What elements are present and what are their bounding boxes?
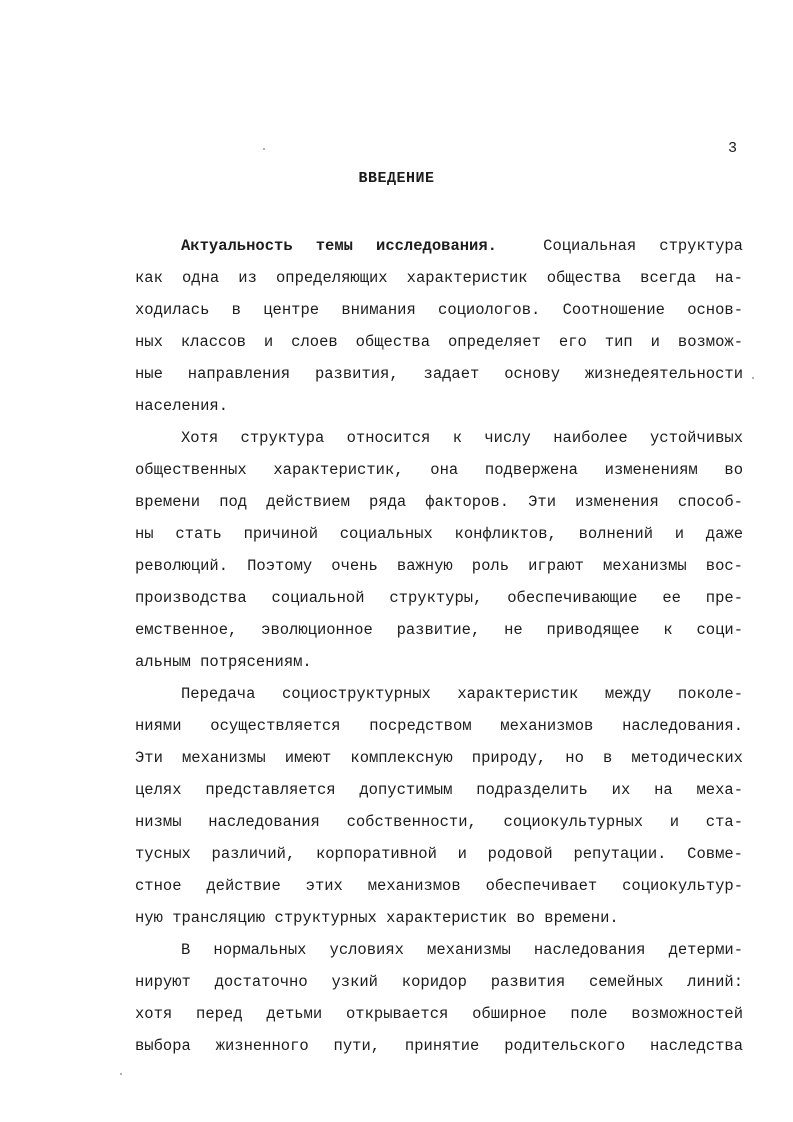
paragraph-line: производства социальной структуры, обеспечивающие ее пре- xyxy=(135,589,743,607)
paragraph-line: емственное, эволюционное развитие, не приводящее к соци- xyxy=(135,621,743,639)
paragraph-line: ниями осуществляется посредством механизмов наследования. xyxy=(135,717,743,735)
page-number: 3 xyxy=(728,140,738,157)
paragraph-line: ную трансляцию структурных характеристик во времени. xyxy=(135,909,619,927)
paragraph-line: ные направления развития, задает основу жизнедеятельности xyxy=(135,365,743,383)
paragraph-line: тусных различий, корпоративной и родовой репутации. Совме- xyxy=(135,845,743,863)
paragraph-line: ходилась в центре внимания социологов. Соотношение основ- xyxy=(135,301,743,319)
scan-speck xyxy=(263,148,265,150)
paragraph-lead-bold: Актуальность темы исследования. xyxy=(181,237,497,255)
paragraph-line: выбора жизненного пути, принятие родительского наследства xyxy=(135,1037,743,1055)
paragraph-line: революций. Поэтому очень важную роль играют механизмы вос- xyxy=(135,557,743,575)
paragraph-line: как одна из определяющих характеристик общества всегда на- xyxy=(135,269,743,287)
paragraph-line: низмы наследования собственности, социокультурных и ста- xyxy=(135,813,743,831)
paragraph-line: общественных характеристик, она подвержена изменениям во xyxy=(135,461,743,479)
paragraph-line: нируют достаточно узкий коридор развития семейных линий: xyxy=(135,973,743,991)
paragraph-line: альным потрясениям. xyxy=(135,653,312,671)
paragraph-line-text: Социальная структура xyxy=(543,237,743,255)
paragraph-line: В нормальных условиях механизмы наследования детерми- xyxy=(181,941,743,959)
paragraph-line: стное действие этих механизмов обеспечивает социокультур- xyxy=(135,877,743,895)
scan-speck xyxy=(120,1073,122,1075)
paragraph-line: Эти механизмы имеют комплексную природу, но в методических xyxy=(135,749,743,767)
paragraph-line: Передача социоструктурных характеристик между поколе- xyxy=(181,685,743,703)
body-text xyxy=(135,230,743,1062)
scan-speck xyxy=(752,377,754,379)
paragraph-line: хотя перед детьми открывается обширное поле возможностей xyxy=(135,1005,743,1023)
paragraph-line: ны стать причиной социальных конфликтов, волнений и даже xyxy=(135,525,743,543)
paragraph-line xyxy=(135,230,743,262)
paragraph-line: Хотя структура относится к числу наиболее устойчивых xyxy=(181,429,743,447)
paragraph-line: целях представляется допустимым подразделить их на меха- xyxy=(135,781,743,799)
paragraph-line: времени под действием ряда факторов. Эти изменения способ- xyxy=(135,493,743,511)
paragraph-line: ных классов и слоев общества определяет его тип и возмож- xyxy=(135,333,743,351)
section-title: ВВЕДЕНИЕ xyxy=(358,170,435,187)
paragraph-line: населения. xyxy=(135,397,229,415)
